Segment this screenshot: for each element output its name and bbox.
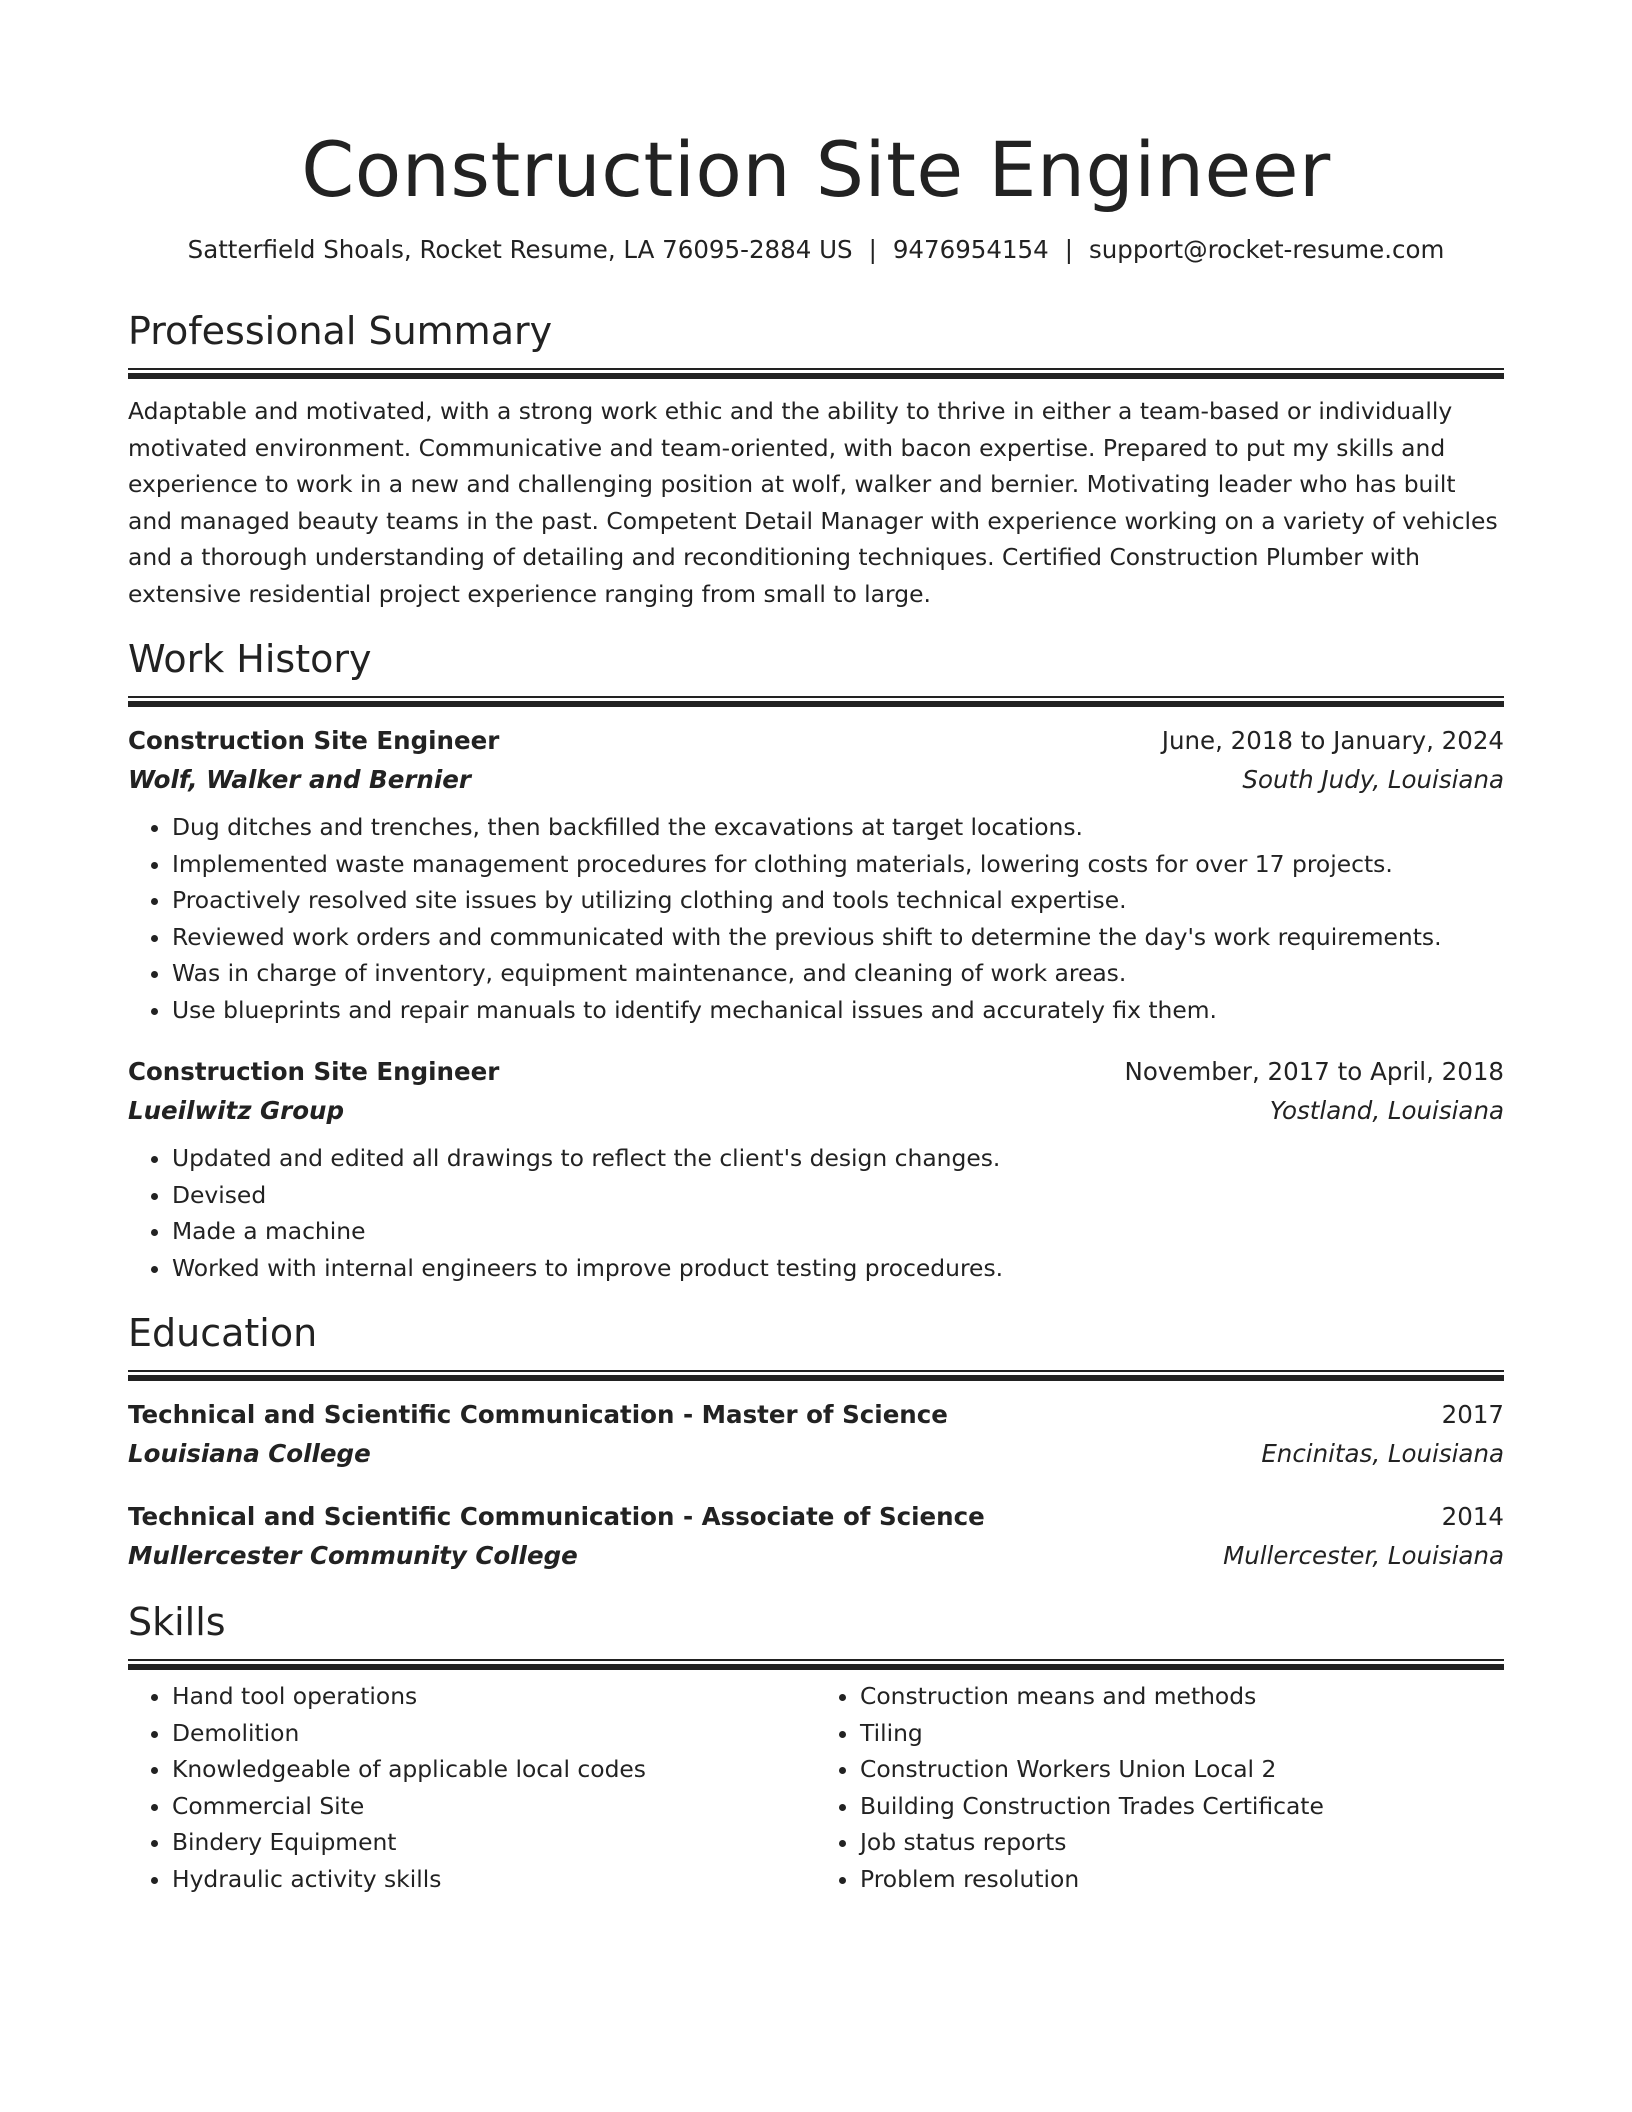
work-history-section bbox=[128, 634, 1504, 1286]
education-degree: Technical and Scientific Communication - Associate of Science bbox=[128, 1502, 985, 1531]
skill-item: • Job status reports bbox=[860, 1824, 1504, 1861]
education-header-row bbox=[128, 1497, 1504, 1537]
job-dates: June, 2018 to January, 2024 bbox=[1161, 726, 1504, 755]
resume-name: Construction Site Engineer bbox=[301, 125, 1331, 214]
job-title: Construction Site Engineer bbox=[128, 1057, 500, 1086]
section-divider bbox=[128, 1370, 1504, 1381]
job-bullet: • Devised bbox=[172, 1177, 1504, 1214]
education-section bbox=[128, 1308, 1504, 1575]
job-company-row bbox=[128, 1092, 1504, 1130]
education-school-row bbox=[128, 1435, 1504, 1473]
education-location: Encinitas, Louisiana bbox=[1261, 1439, 1504, 1468]
job-bullets bbox=[128, 1140, 1504, 1286]
job-bullet: • Made a machine bbox=[172, 1213, 1504, 1250]
contact-separator: | bbox=[868, 235, 877, 264]
skill-item: • Tiling bbox=[860, 1715, 1504, 1752]
skill-item: • Knowledgeable of applicable local codes bbox=[172, 1751, 816, 1788]
section-title-work-history: Work History bbox=[128, 637, 372, 681]
job-bullet: • Use blueprints and repair manuals to identify mechanical issues and accurately fix them. bbox=[172, 992, 1504, 1029]
job-bullet: • Updated and edited all drawings to reflect the client's design changes. bbox=[172, 1140, 1504, 1177]
job-bullet: • Proactively resolved site issues by utilizing clothing and tools technical expertise. bbox=[172, 882, 1504, 919]
skills-column-right bbox=[816, 1678, 1504, 1897]
job-entry bbox=[128, 721, 1504, 1028]
education-header-row bbox=[128, 1395, 1504, 1435]
job-company: Lueilwitz Group bbox=[128, 1096, 345, 1125]
job-bullet: • Reviewed work orders and communicated with the previous shift to determine the day's work requirements. bbox=[172, 919, 1504, 956]
education-school: Mullercester Community College bbox=[128, 1541, 578, 1570]
education-school-row bbox=[128, 1537, 1504, 1575]
job-company-row bbox=[128, 761, 1504, 799]
education-school: Louisiana College bbox=[128, 1439, 371, 1468]
education-year: 2014 bbox=[1441, 1502, 1504, 1531]
skill-item: • Construction Workers Union Local 2 bbox=[860, 1751, 1504, 1788]
summary-text: Adaptable and motivated, with a strong work ethic and the ability to thrive in either a team-based or individually motivated environment. Communicative and team-oriented, with bacon expertise. Prepared to put my skills and experience to work in a new and challenging position at wolf, walker and bernier. Motivating leader who has built and managed beauty teams in the past. Competent Detail Manager with experience working on a variety of vehicles and a thorough understanding of detailing and reconditioning techniques. Certified Construction Plumber with extensive residential project experience ranging from small to large. bbox=[128, 397, 1498, 608]
job-entry bbox=[128, 1052, 1504, 1286]
section-divider bbox=[128, 368, 1504, 379]
job-dates: November, 2017 to April, 2018 bbox=[1124, 1057, 1504, 1086]
education-location: Mullercester, Louisiana bbox=[1223, 1541, 1504, 1570]
skill-item: • Hand tool operations bbox=[172, 1678, 816, 1715]
contact-separator: | bbox=[1064, 235, 1073, 264]
job-header-row bbox=[128, 1052, 1504, 1092]
job-bullet: • Dug ditches and trenches, then backfilled the excavations at target locations. bbox=[172, 809, 1504, 846]
job-location: Yostland, Louisiana bbox=[1269, 1096, 1504, 1125]
education-year: 2017 bbox=[1441, 1400, 1504, 1429]
job-bullet: • Was in charge of inventory, equipment maintenance, and cleaning of work areas. bbox=[172, 955, 1504, 992]
job-title: Construction Site Engineer bbox=[128, 726, 500, 755]
job-bullet: • Implemented waste management procedures for clothing materials, lowering costs for over 17 projects. bbox=[172, 846, 1504, 883]
job-bullet: • Worked with internal engineers to improve product testing procedures. bbox=[172, 1250, 1504, 1287]
section-title-summary: Professional Summary bbox=[128, 309, 553, 353]
section-divider bbox=[128, 1659, 1504, 1670]
skill-item: • Problem resolution bbox=[860, 1861, 1504, 1898]
skill-item: • Hydraulic activity skills bbox=[172, 1861, 816, 1898]
education-degree: Technical and Scientific Communication - Master of Science bbox=[128, 1400, 948, 1429]
contact-line bbox=[128, 232, 1504, 268]
skill-item: • Building Construction Trades Certificate bbox=[860, 1788, 1504, 1825]
job-header-row bbox=[128, 721, 1504, 761]
education-entry bbox=[128, 1395, 1504, 1473]
job-company: Wolf, Walker and Bernier bbox=[128, 765, 471, 794]
education-entry bbox=[128, 1497, 1504, 1575]
skills-section bbox=[128, 1597, 1504, 1897]
skills-column-left bbox=[128, 1678, 816, 1897]
contact-email: support@rocket-resume.com bbox=[1089, 235, 1445, 264]
skill-item: • Demolition bbox=[172, 1715, 816, 1752]
section-title-skills: Skills bbox=[128, 1600, 226, 1644]
skill-item: • Commercial Site bbox=[172, 1788, 816, 1825]
summary-section bbox=[128, 306, 1504, 612]
skills-grid bbox=[128, 1678, 1504, 1897]
resume-page bbox=[128, 0, 1504, 1897]
contact-phone: 9476954154 bbox=[892, 235, 1049, 264]
section-divider bbox=[128, 696, 1504, 707]
job-location: South Judy, Louisiana bbox=[1242, 765, 1504, 794]
skill-item: • Bindery Equipment bbox=[172, 1824, 816, 1861]
contact-address: Satterfield Shoals, Rocket Resume, LA 76095-2884 US bbox=[187, 235, 853, 264]
job-bullets bbox=[128, 809, 1504, 1028]
skill-item: • Construction means and methods bbox=[860, 1678, 1504, 1715]
section-title-education: Education bbox=[128, 1311, 318, 1355]
